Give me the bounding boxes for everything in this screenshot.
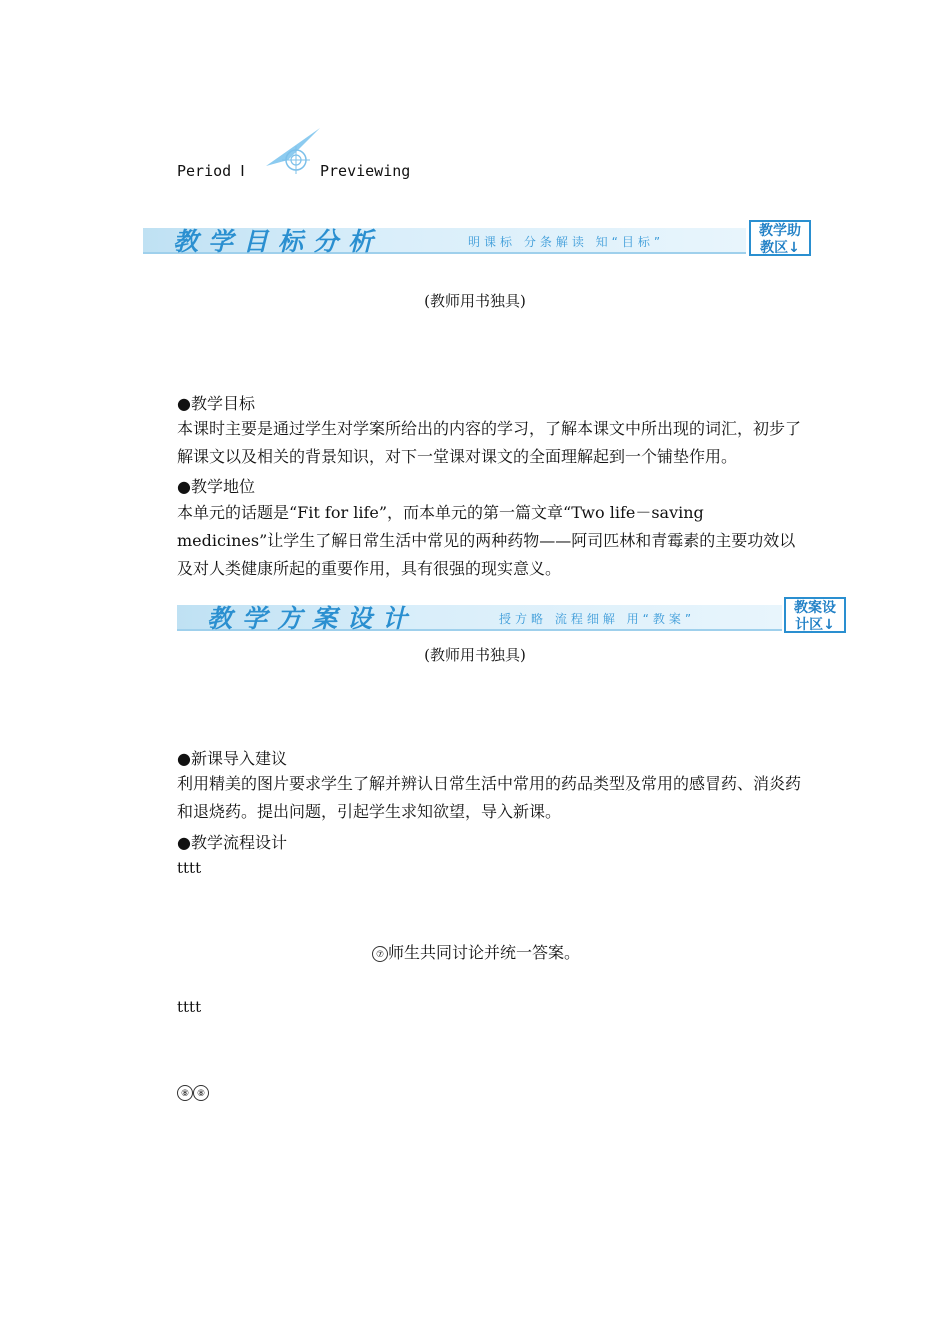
- goal-text: 本课时主要是通过学生对学案所给出的内容的学习，了解本课文中所出现的词汇，初步了解课文以及相关的背景知识，对下一堂课对课文的全面理解起到一个铺垫作用。: [177, 419, 802, 466]
- intro-text: 利用精美的图片要求学生了解并辨认日常生活中常用的药品类型及常用的感冒药、消炎药和退烧药。提出问题，引起学生求知欲望，导入新课。: [177, 774, 802, 821]
- banner-box: 教学助 教区↓: [749, 220, 811, 256]
- status-text: 本单元的话题是“Fit for life”，而本单元的第一篇文章“Two life－saving medicines”让学生了解日常生活中常见的两种药物——阿司匹林和青霉素的主要功效以及对人类健康所起的重要作用，具有很强的现实意义。: [177, 503, 796, 578]
- banner-title: 教学方案设计: [207, 604, 418, 633]
- circled-step-icon: ⑧: [193, 1085, 209, 1101]
- discussion-line: ⑦ 师生共同讨论并统一答案。: [372, 940, 580, 963]
- banner-teaching-plan: [177, 597, 849, 637]
- banner-slogan: 明课标 分条解读 知“目标”: [468, 235, 665, 249]
- circled-step-icon: ⑦: [372, 946, 388, 962]
- teacher-only-note: (教师用书独具): [424, 292, 526, 310]
- goal-heading: ●教学目标: [177, 394, 255, 413]
- banner-teaching-goals: [143, 220, 815, 260]
- banner-title: 教学目标分析: [173, 227, 384, 256]
- intro-heading: ●新课导入建议: [177, 749, 287, 768]
- teacher-only-note: (教师用书独具): [424, 646, 526, 664]
- banner-box: 教案设 计区↓: [784, 597, 846, 633]
- flow-placeholder: tttt: [177, 859, 202, 877]
- step-icons: [177, 1082, 209, 1101]
- circled-step-icon: ⑧: [177, 1085, 193, 1101]
- status-heading: ●教学地位: [177, 477, 255, 496]
- paper-plane-target-icon: [258, 126, 324, 178]
- banner-slogan: 授方略 流程细解 用“教案”: [499, 612, 696, 626]
- period-label: Period Ⅰ: [177, 162, 245, 180]
- period-header: [177, 162, 477, 184]
- period-title: Previewing: [320, 162, 411, 180]
- flow-heading: ●教学流程设计: [177, 833, 287, 852]
- flow-placeholder: tttt: [177, 998, 202, 1016]
